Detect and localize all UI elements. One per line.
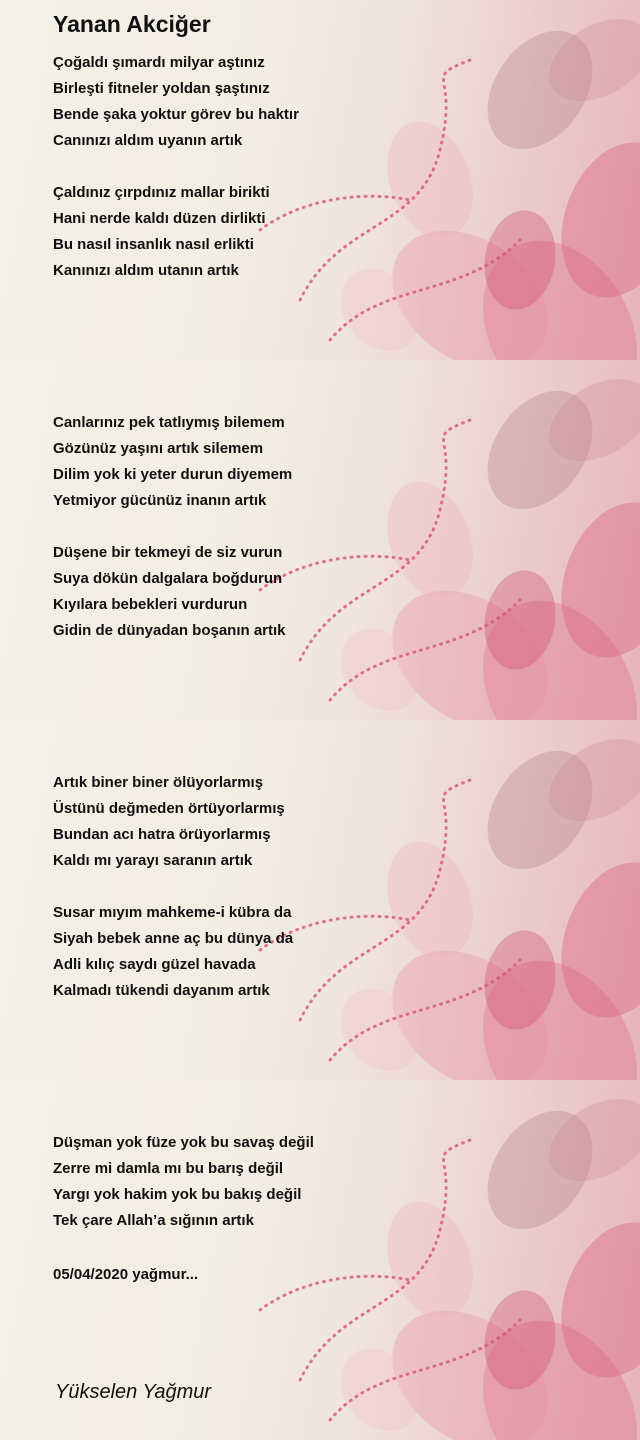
poem-line: Dilim yok ki yeter durun diyemem <box>53 466 293 483</box>
stanza-4 <box>53 540 286 644</box>
poem-line: Bende şaka yoktur görev bu haktır <box>53 106 299 123</box>
poem-date: 05/04/2020 yağmur... <box>53 1266 199 1283</box>
flower-petal <box>372 470 488 610</box>
poem-line: Bundan acı hatra örüyorlarmış <box>53 826 271 843</box>
flower-petal <box>372 1190 488 1330</box>
poem-line: Siyah bebek anne aç bu dünya da <box>53 930 294 947</box>
dotted-swirl <box>260 1276 410 1310</box>
stanza-7 <box>53 1130 314 1234</box>
poem-line: Çaldınız çırpdınız mallar birikti <box>53 184 270 201</box>
poem-line: Susar mıyım mahkeme-i kübra da <box>53 904 292 921</box>
poem-line: Canlarınız pek tatlıymış bilemem <box>53 414 285 431</box>
poem-author: Yükselen Yağmur <box>55 1381 212 1403</box>
stanza-5 <box>53 770 285 874</box>
stanza-6 <box>53 900 293 1004</box>
poem-line: Kalmadı tükendi dayanım artık <box>53 982 270 999</box>
poem-line: Düşman yok füze yok bu savaş değil <box>53 1134 314 1151</box>
stanza-1 <box>53 50 299 154</box>
poem-line: Suya dökün dalgalara boğdurun <box>53 570 283 587</box>
stanza-2 <box>53 180 270 284</box>
poem-line: Gözünüz yaşını artık silemem <box>53 440 264 457</box>
poem-line: Artık biner biner ölüyorlarmış <box>53 774 264 791</box>
stanza-3 <box>53 410 292 514</box>
poem-line: Kanınızı aldım utanın artık <box>53 262 239 279</box>
poem-line: Yetmiyor gücünüz inanın artık <box>53 492 267 509</box>
poem-line: Adli kılıç saydı güzel havada <box>53 956 256 973</box>
poem-line: Kıyılara bebekleri vurdurun <box>53 596 248 613</box>
poem-line: Üstünü değmeden örtüyorlarmış <box>53 800 285 817</box>
poem-line: Zerre mi damla mı bu barış değil <box>53 1160 284 1177</box>
poem-line: Hani nerde kaldı düzen dirlikti <box>53 210 266 227</box>
poem-line: Düşene bir tekmeyi de siz vurun <box>53 544 283 561</box>
poem-line: Çoğaldı şımardı milyar aştınız <box>53 54 265 71</box>
poem-line: Tek çare Allah’a sığının artık <box>53 1212 254 1229</box>
flower-petal <box>372 110 488 250</box>
poem-title: Yanan Akciğer <box>53 11 211 37</box>
poem-line: Kaldı mı yarayı saranın artık <box>53 852 253 869</box>
poem-line: Canınızı aldım uyanın artık <box>53 132 243 149</box>
poem-line: Yargı yok hakim yok bu bakış değil <box>53 1186 302 1203</box>
poem-line: Gidin de dünyadan boşanın artık <box>53 622 286 639</box>
flower-petal <box>372 830 488 970</box>
poem-line: Bu nasıl insanlık nasıl erlikti <box>53 236 254 253</box>
dotted-swirl <box>260 196 410 230</box>
poem-line: Birleşti fitneler yoldan şaştınız <box>53 80 270 97</box>
